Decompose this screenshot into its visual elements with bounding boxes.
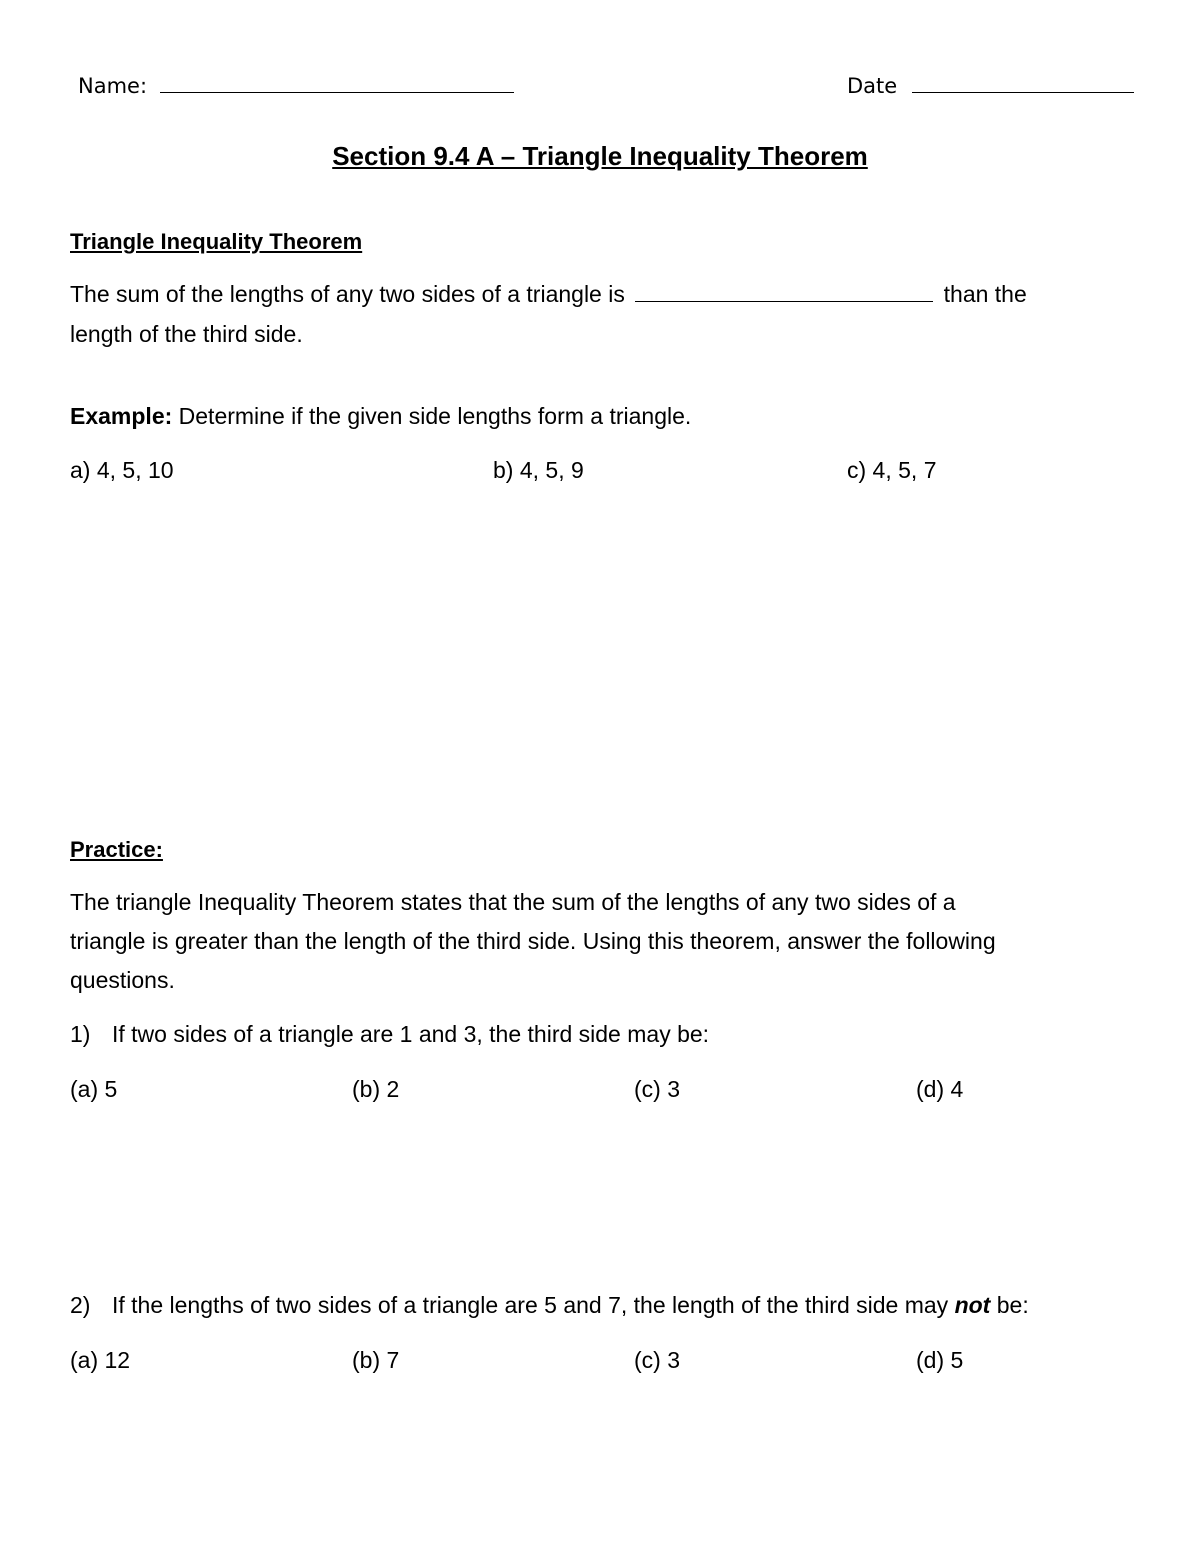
question-1-choice-b[interactable]: (b) 2 — [352, 1076, 400, 1102]
theorem-blank[interactable] — [635, 283, 933, 302]
name-blank[interactable] — [160, 74, 514, 93]
question-2-emphasis: not — [954, 1292, 991, 1318]
practice-intro-line3: questions. — [70, 967, 175, 993]
example-option-b: b) 4, 5, 9 — [493, 457, 584, 483]
theorem-heading: Triangle Inequality Theorem — [70, 229, 363, 254]
question-2-choice-c[interactable]: (c) 3 — [634, 1347, 680, 1373]
question-1-choice-d[interactable]: (d) 4 — [916, 1076, 964, 1102]
example-text: Determine if the given side lengths form a triangle. — [178, 403, 692, 429]
name-field — [78, 74, 514, 98]
theorem-statement-after: than the — [943, 281, 1027, 307]
question-1-choice-c[interactable]: (c) 3 — [634, 1076, 680, 1102]
question-2-choice-b[interactable]: (b) 7 — [352, 1347, 400, 1373]
theorem-statement-line2: length of the third side. — [70, 321, 303, 347]
question-1-choice-a[interactable]: (a) 5 — [70, 1076, 118, 1102]
page-title: Section 9.4 A – Triangle Inequality Theorem — [332, 141, 868, 171]
example-label: Example: — [70, 403, 173, 429]
question-2-choice-a[interactable]: (a) 12 — [70, 1347, 131, 1373]
example-prompt — [70, 403, 691, 430]
example-option-c: c) 4, 5, 7 — [847, 457, 937, 483]
name-label: Name: — [78, 74, 148, 98]
question-2-text — [112, 1292, 1029, 1319]
practice-intro-line2: triangle is greater than the length of the third side. Using this theorem, answer the following — [70, 928, 996, 954]
practice-heading: Practice: — [70, 837, 163, 862]
theorem-statement-before: The sum of the lengths of any two sides of a triangle is — [70, 281, 625, 307]
date-blank[interactable] — [912, 74, 1134, 93]
practice-intro-line1: The triangle Inequality Theorem states that the sum of the lengths of any two sides of a — [70, 889, 956, 915]
question-2-text-after: be: — [996, 1292, 1029, 1318]
question-1-text: If two sides of a triangle are 1 and 3, the third side may be: — [112, 1021, 710, 1047]
date-label: Date — [847, 74, 898, 98]
question-2-text-before: If the lengths of two sides of a triangle are 5 and 7, the length of the third side may — [112, 1292, 949, 1318]
theorem-statement-line1 — [70, 281, 1027, 308]
example-option-a: a) 4, 5, 10 — [70, 457, 174, 483]
date-field — [847, 74, 1134, 98]
question-2-choice-d[interactable]: (d) 5 — [916, 1347, 964, 1373]
question-1-number: 1) — [70, 1021, 91, 1047]
question-2-number: 2) — [70, 1292, 91, 1318]
